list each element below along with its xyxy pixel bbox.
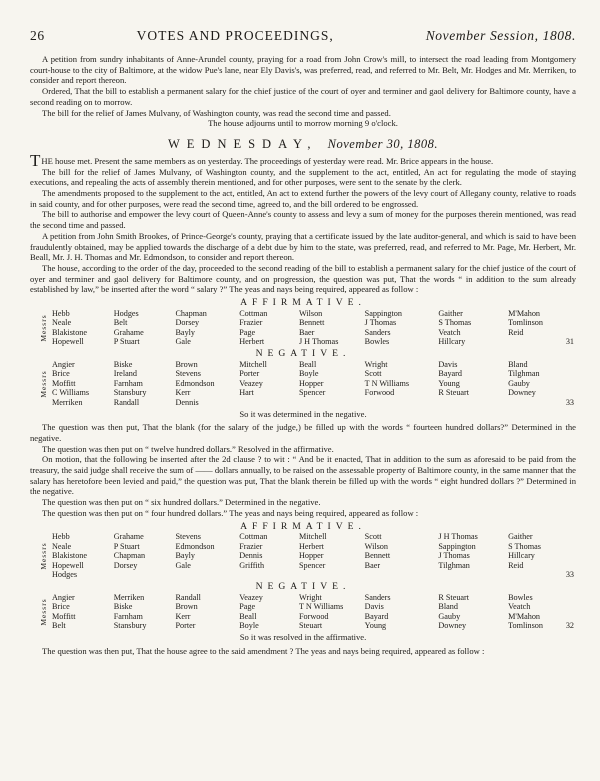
member-name: Bayly [175,551,196,561]
page-title: VOTES AND PROCEEDINGS, [136,28,334,43]
member-name: Forwood [364,388,395,398]
member-name: Hopper [298,551,324,561]
session-label: November Session, 1808. [425,28,576,43]
member-name: Neale [52,541,72,551]
member-name: Brown [175,359,198,369]
member-name: Randall [113,398,140,407]
member-name: R Steuart [438,388,470,398]
member-name: Wilson [298,308,323,318]
negative-names [30,360,576,408]
member-name: Chapman [113,551,146,561]
name-column [239,360,299,398]
question-paragraph: The question was then put on “ four hundred dollars.” The yeas and nays being required, appeared as follow : [42,507,419,518]
member-name: C Williams [52,388,90,398]
body-paragraph: A petition from John Smith Brookes, of Prince-George's county, praying that a certificate issued by the late auditor-general, and which is said to have been fraudulently obtained, may be applied towards the discharge of a debt due by him to the state, was preferred, read, and referred to Mr. Page, Mr. Herbert, Mr. Beall, Mr. J. H. Thomas and Mr. Edmondson, to consider and report thereon. [30,230,576,263]
member-name: Downey [438,621,467,631]
member-name: Belt [113,318,128,328]
member-name: Reid [508,327,524,337]
negative-heading: NEGATIVE. [255,348,351,360]
affirmative-heading: AFFIRMATIVE. [240,297,366,309]
messrs-label: Messrs [39,369,49,398]
day-date: November 30, 1808. [327,136,439,151]
member-name: Stansbury [113,388,147,398]
vote-result: So it was determined in the negative. [239,408,367,419]
member-name: Frazier [239,541,263,551]
member-name: Bayard [364,611,389,621]
member-name: Beall [239,611,257,621]
member-name: Neale [52,318,72,328]
question-paragraph: The question was then put on “ twelve hundred dollars.” Resolved in the affirmative. [42,443,334,454]
member-name: Hodges [113,308,139,318]
member-name: Young [364,621,387,631]
body-paragraph: The bill for the relief of James Mulvany, of Washington county, and the supplement to the act, entitled, An act for regulating the mode of staying executions, and repealing the acts of assembly therein mentioned, and for other purposes, were sent to the senate by the clerk. [30,166,576,188]
member-name: Bland [508,359,528,369]
member-name: Baer [298,327,315,337]
member-name: Davis [438,359,458,369]
member-name: Steuart [298,621,323,631]
member-name: Edmondson [175,378,215,388]
member-name: Wilson [364,541,388,551]
name-column [52,593,114,631]
messrs-label: Messrs [39,598,49,626]
name-column [52,309,114,347]
opening-text: HE house met. Present the same members as on yesterday. The proceedings of yesterday were read. Mr. Brice appears in the house. [41,155,494,166]
member-name: Sanders [364,327,391,337]
member-name: Young [438,378,460,388]
member-name: Gauby [508,378,530,388]
affirmative-tally: 31 [565,337,574,347]
name-column [438,532,508,570]
name-column [52,532,114,580]
member-name: Mitchell [298,532,327,542]
member-name: Dennis [175,398,199,407]
member-name: Spencer [298,560,326,570]
opening-paragraph [30,150,576,170]
affirmative-names [30,532,576,580]
member-name: Hopewell [52,337,84,347]
member-name: M'Mahon [508,611,541,621]
member-name: Stansbury [113,621,147,631]
member-name: Bowles [508,592,533,602]
member-name: Blakistone [52,327,88,337]
member-name: Sappington [364,308,402,318]
name-column [114,309,176,347]
body-paragraph: The amendments proposed to the supplement to the act, entitled, An act to extend further the powers of the levy court of Allegany county, relative to roads in said county, and for other purposes, were read the second time, agreed to, and the bill ordered to be engrossed. [30,188,576,209]
member-name: Veazey [239,592,263,602]
member-name: M'Mahon [508,308,541,318]
member-name: Blakistone [52,551,88,561]
running-head [30,28,576,48]
member-name: P Stuart [113,541,140,551]
member-name: Bennett [298,318,325,328]
name-column [508,360,566,398]
name-column [239,309,299,347]
name-column [508,309,566,338]
member-name: Hebb [52,308,70,318]
member-name: Merriken [52,398,83,407]
member-name: Boyle [239,621,259,631]
closing-paragraphs [30,646,576,657]
member-name: Frazier [239,318,263,328]
day-heading [30,137,576,152]
member-name: T N Williams [298,602,344,612]
member-name: Bowles [364,337,390,347]
name-column [239,532,299,570]
member-name: Wright [364,359,388,369]
negative-tally: 32 [565,621,574,631]
member-name: Mitchell [239,359,267,369]
member-name: Scott [364,369,382,379]
member-name: Gaither [508,532,533,542]
member-name: Tilghman [438,560,470,570]
member-name: Ireland [113,369,137,379]
member-name: Veatch [438,327,461,337]
member-name: S Thomas [438,318,472,328]
member-name: Biske [113,359,133,369]
member-name: Porter [239,369,260,379]
member-name: Kerr [175,388,191,398]
name-column [438,360,508,398]
name-column [299,360,365,398]
member-name: Dorsey [175,318,200,328]
member-name: Beall [298,359,317,369]
member-name: Veatch [508,602,531,612]
messrs-label: Messrs [39,314,49,342]
member-name: Angier [52,592,75,602]
name-column [52,360,114,408]
member-name: Farnham [113,611,143,621]
member-name: Sappington [438,541,476,551]
affirmative-names [30,309,576,347]
member-name: Stevens [175,369,201,379]
bill-paragraph: The bill for the relief of James Mulvany, of Washington county, was read the second time and passed. [42,107,391,118]
member-name: Chapman [175,308,207,318]
question-paragraph: The question was then put on “ six hundred dollars.” Determined in the negative. [42,497,321,508]
body-paragraphs [30,150,576,295]
name-column [365,532,439,570]
member-name: Griffith [239,560,265,570]
adjourn-paragraph: The house adjourns until to morrow morning 9 o'clock. [208,118,398,129]
member-name: Edmondson [175,541,215,551]
day-name: WEDNESDAY, [167,136,318,151]
member-name: Downey [508,388,536,398]
member-name: Brice [52,602,70,612]
member-name: Bennett [364,551,391,561]
member-name: Page [239,602,256,612]
negative-heading: NEGATIVE. [255,581,351,593]
member-name: Scott [364,532,382,542]
member-name: Merriken [113,592,145,602]
member-name: Wright [298,592,322,602]
name-column [299,593,365,631]
member-name: Forwood [298,611,329,621]
member-name: Hopewell [52,560,84,570]
negative-names [30,593,576,631]
member-name: Grahame [113,532,144,542]
member-name: Bland [438,602,458,612]
member-name: Hart [239,388,254,398]
member-name: Cottman [239,308,268,318]
dropcap: T [30,150,41,170]
member-name: Dennis [239,551,263,561]
member-name: Herbert [239,337,265,347]
member-name: Brown [175,602,198,612]
member-name: Moffitt [52,378,76,388]
member-name: Spencer [298,388,326,398]
member-name: Tomlinson [508,621,543,631]
member-name: Tilghman [508,369,540,379]
question-paragraph: The question was then put, That the blank (for the salary of the judge,) be filled up with the words “ fourteen hundred dollars?” Determined in the negative. [30,422,576,443]
member-name: Porter [175,621,196,631]
member-name: Baer [364,560,381,570]
member-name: Farnham [113,378,143,388]
middle-paragraphs [30,422,576,518]
member-name: Grahame [113,327,144,337]
member-name: Belt [52,621,66,631]
ordered-paragraph: Ordered, That the bill to establish a permanent salary for the chief justice of the court of oyer and terminer and gaol delivery for Baltimore county, have a second reading on to morrow. [30,86,576,107]
member-name: Dorsey [113,560,138,570]
body-paragraph: The house, according to the order of the day, proceeded to the second reading of the bill to establish a permanent salary for the chief justice of the court of oyer and terminer and gaol delivery for Baltimore county, and on progression, the question was put, That the words “ in addition to the sum already established by law,” be inserted after the word “ salary ?” The yeas and nays being required, appeared as follow : [30,262,576,295]
name-column [175,532,239,570]
member-name: Cottman [239,532,268,542]
name-column [175,593,239,631]
top-paragraphs [30,54,576,129]
member-name: Bayard [438,369,463,379]
member-name: Herbert [298,541,324,551]
member-name: Randall [175,592,201,602]
name-column [114,593,176,631]
member-name: Page [239,327,256,337]
name-column [365,309,439,347]
petition-paragraph: A petition from sundry inhabitants of Anne-Arundel county, praying for a road from John Crow's mill, to intersect the road leading from Montgomery court-house to the city of Baltimore, at the widow Pue's lane, near Ely Davis's, was preferred, read, and referred to Mr. Belt, Mr. Hodges and Mr. Merriken, to consider and report thereon. [30,54,576,86]
affirmative-heading: AFFIRMATIVE. [240,520,366,532]
member-name: Hopper [298,378,324,388]
closing-paragraph: The question was then put, That the house agree to the said amendment ? The yeas and nays being required, appeared as follow : [42,645,485,656]
member-name: J H Thomas [298,337,339,347]
name-column [365,593,439,631]
negative-tally: 33 [565,398,574,407]
name-column [438,309,508,347]
name-column [365,360,439,398]
vote-result: So it was resolved in the affirmative. [239,632,367,643]
name-column [239,593,299,631]
member-name: Kerr [175,611,191,621]
body-paragraph: The bill to authorise and empower the levy court of Queen-Anne's county to assess and levy a sum of money for the purposes therein mentioned, was read the second time and passed. [30,209,576,231]
member-name: Tomlinson [508,318,543,328]
member-name: Brice [52,369,70,379]
member-name: R Steuart [438,592,470,602]
member-name: Hebb [52,532,70,542]
member-name: Moffitt [52,611,76,621]
member-name: Gale [175,560,191,570]
vote-block-2 [30,522,576,643]
member-name: J Thomas [438,551,470,561]
name-column [508,532,566,570]
name-column [175,309,239,347]
member-name: Bayly [175,327,196,337]
name-column [438,593,508,631]
member-name: J H Thomas [438,532,478,542]
member-name: P Stuart [113,337,140,347]
member-name: Boyle [298,369,319,379]
member-name: Stevens [175,532,201,542]
member-name: Reid [508,560,524,570]
member-name: Gale [175,337,191,347]
name-column [114,360,176,408]
name-column [175,360,239,408]
member-name: S Thomas [508,541,541,551]
member-name: J Thomas [364,318,397,328]
member-name: Angier [52,359,75,369]
member-name: Biske [113,602,133,612]
member-name: Hodges [52,570,78,580]
member-name: Sanders [364,592,391,602]
page-number: 26 [30,28,45,43]
vote-block-1 [30,298,576,419]
name-column [114,532,176,570]
messrs-label: Messrs [39,542,49,570]
name-column [299,532,365,570]
member-name: Hillcary [508,551,535,561]
affirmative-tally: 33 [565,570,574,580]
member-name: Veazey [239,378,263,388]
name-column [299,309,365,347]
motion-paragraph: On motion, that the following be inserted after the 2d clause ? to wit : “ And be it enacted, That in addition to the sum as aforesaid to be paid from the treasury, the said judge shall receive the sum of —— dollars annually, to be raised on the assessable property of Baltimore county, in the same manner that the salary has heretofore been levied and paid,” the question was put, That the blank therein be filled up with the words “ eight hundred dollars ?” Determined in the negative. [30,454,576,497]
member-name: Hillcary [438,337,466,347]
member-name: Gauby [438,611,461,621]
member-name: Davis [364,602,384,612]
name-column [508,593,566,631]
member-name: T N Williams [364,378,410,388]
member-name: Gaither [438,308,463,318]
